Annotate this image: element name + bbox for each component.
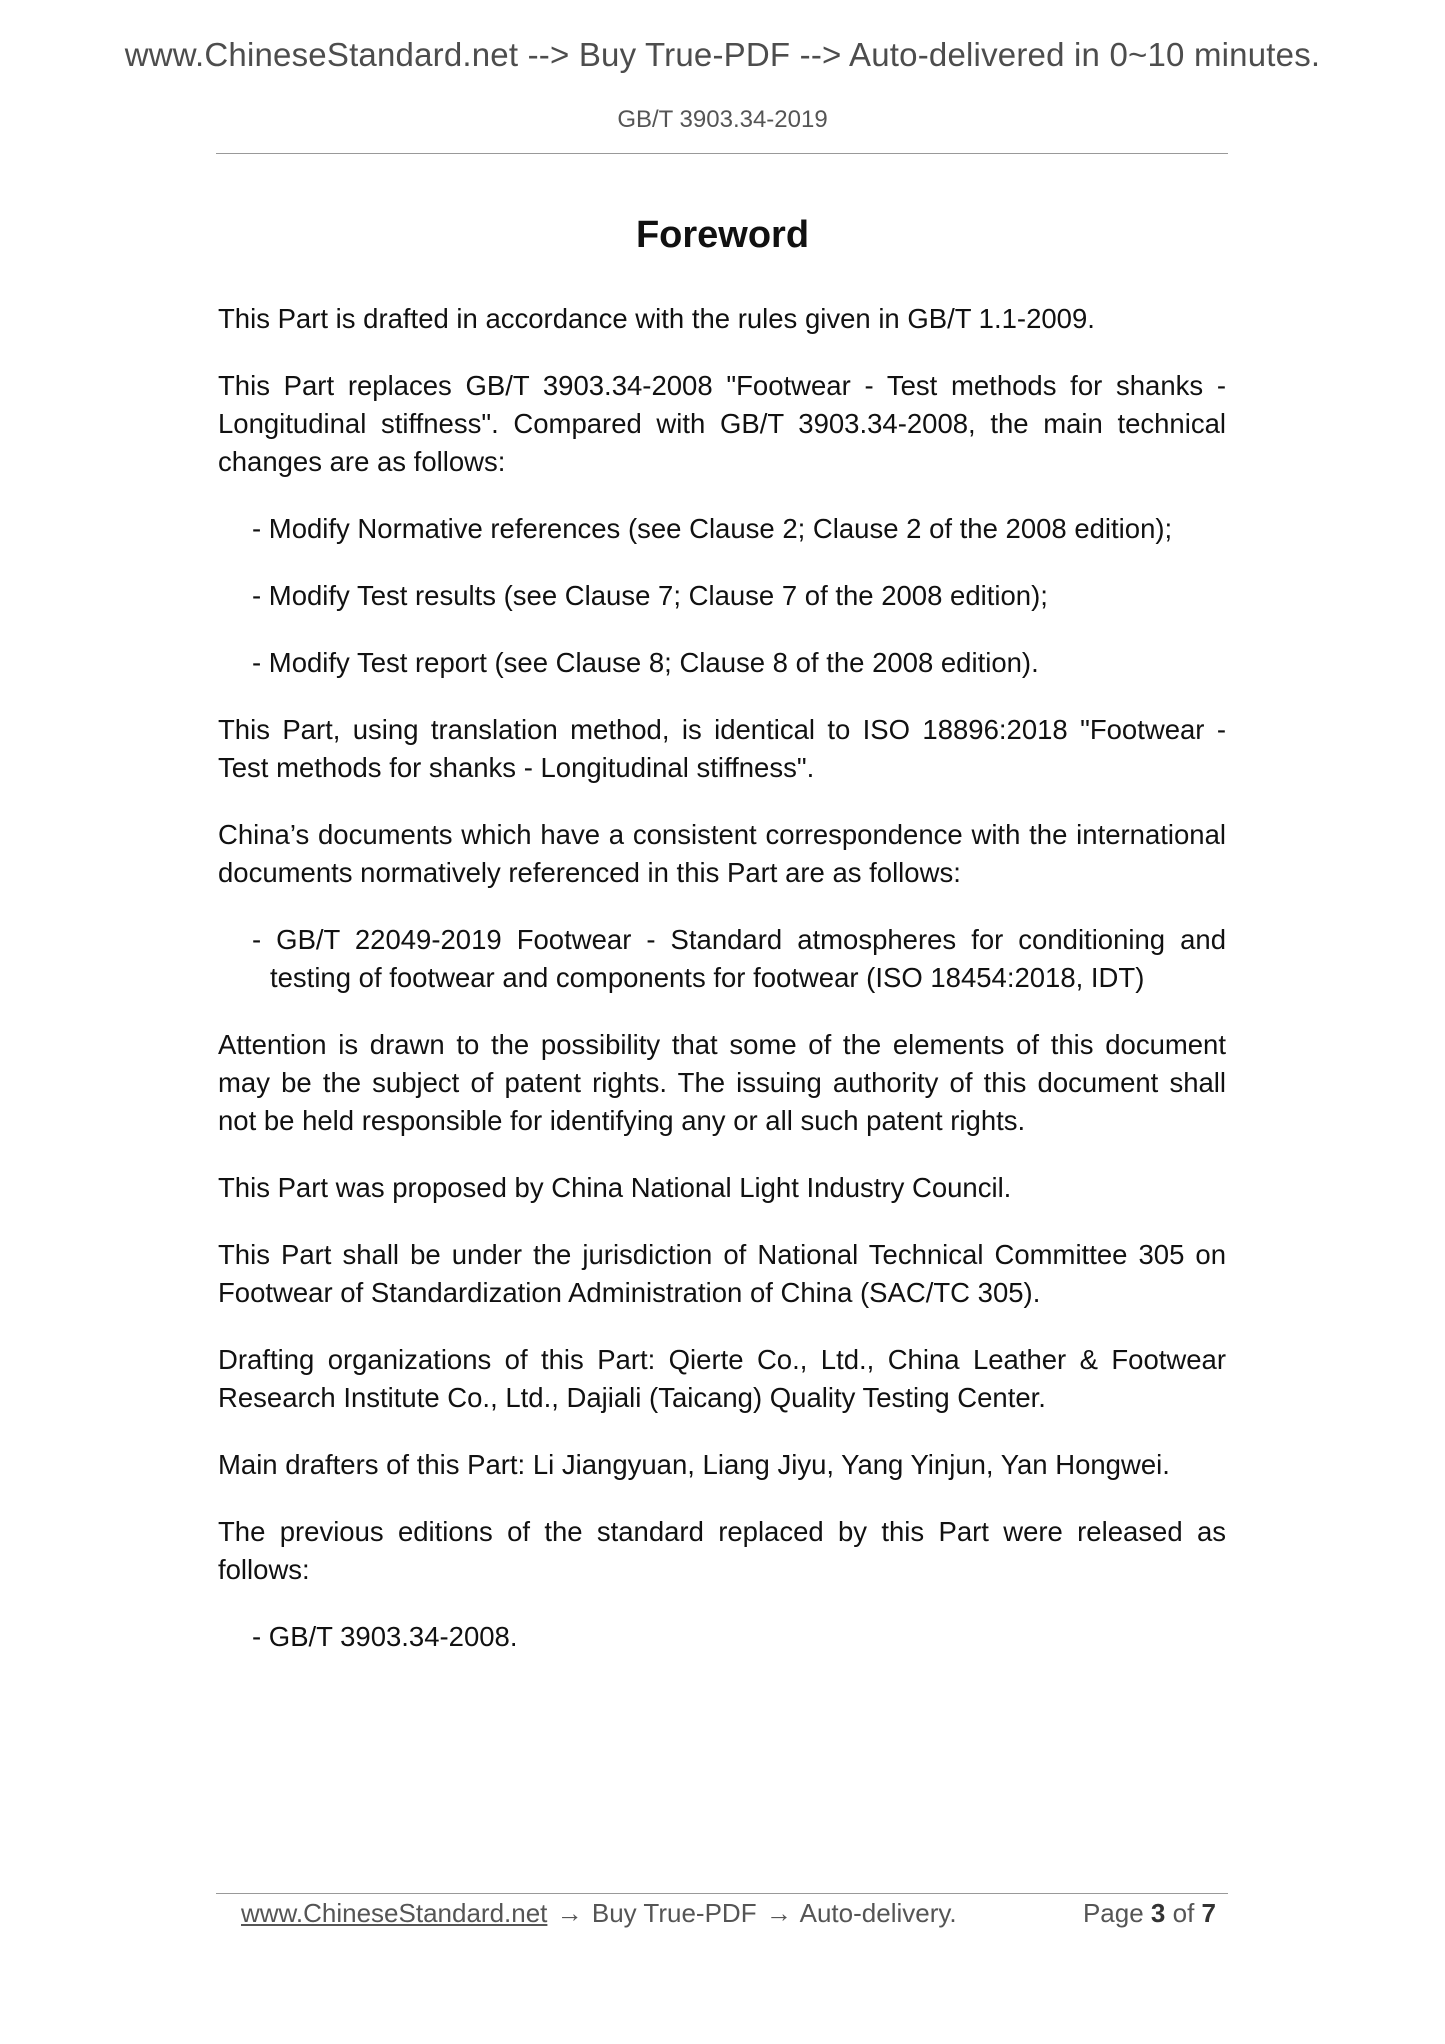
footer-divider (216, 1893, 1228, 1894)
page-number (1083, 1898, 1216, 1929)
list-item-previous-edition: - GB/T 3903.34-2008. (252, 1621, 518, 1652)
paragraph-identical-iso: This Part, using translation method, is identical to ISO 18896:2018 "Footwear - Test methods for shanks - Longitudinal stiffness". (218, 714, 1226, 783)
paragraph-previous-editions: The previous editions of the standard replaced by this Part were released as follows: (218, 1516, 1226, 1585)
standard-code: GB/T 3903.34-2019 (617, 106, 828, 133)
arrow-right-icon: → (765, 1898, 792, 1928)
paragraph-jurisdiction: This Part shall be under the jurisdiction of National Technical Committee 305 on Footwear of Standardization Administration of China (SAC/TC 305). (218, 1239, 1226, 1308)
footer-promo (241, 1898, 957, 1929)
list-item-change-3: - Modify Test report (see Clause 8; Clause 8 of the 2008 edition). (252, 647, 1039, 678)
arrow-right-icon: → (556, 1898, 583, 1928)
list-item-change-2: - Modify Test results (see Clause 7; Clause 7 of the 2008 edition); (252, 580, 1048, 611)
page-current: 3 (1150, 1898, 1166, 1928)
header-divider (216, 153, 1228, 154)
list-item-reference: - GB/T 22049-2019 Footwear - Standard atmospheres for conditioning and testing of footwear and components for footwear (ISO 18454:2018, IDT) (252, 924, 1226, 993)
paragraph-drafting-rules: This Part is drafted in accordance with the rules given in GB/T 1.1-2009. (218, 303, 1095, 334)
paragraph-replaces: This Part replaces GB/T 3903.34-2008 "Footwear - Test methods for shanks - Longitudinal stiffness". Compared with GB/T 3903.34-2008, the main technical changes are as follows: (218, 370, 1226, 477)
paragraph-patent-notice: Attention is drawn to the possibility that some of the elements of this document may be the subject of patent rights. The issuing authority of this document shall not be held responsible for identifying any or all such patent rights. (218, 1029, 1226, 1136)
list-item-change-1: - Modify Normative references (see Clause 2; Clause 2 of the 2008 edition); (252, 513, 1173, 544)
page-of-label: of (1172, 1898, 1195, 1928)
page-title: Foreword (635, 214, 810, 256)
paragraph-proposed-by: This Part was proposed by China National Light Industry Council. (218, 1172, 1012, 1203)
footer-delivery-text: Auto-delivery. (799, 1898, 957, 1928)
top-banner: www.ChineseStandard.net --> Buy True-PDF --> Auto-delivered in 0~10 minutes. (124, 36, 1321, 73)
footer-buy-text: Buy True-PDF (591, 1898, 757, 1928)
footer-site-link[interactable]: www.ChineseStandard.net (241, 1898, 548, 1928)
document-body (218, 300, 1226, 1685)
paragraph-main-drafters: Main drafters of this Part: Li Jiangyuan, Liang Jiyu, Yang Yinjun, Yan Hongwei. (218, 1449, 1170, 1480)
paragraph-correspondence: China’s documents which have a consistent correspondence with the international documents normatively referenced in this Part are as follows: (218, 819, 1226, 888)
page-footer (241, 1898, 1216, 1938)
page-total: 7 (1201, 1898, 1216, 1928)
page-label: Page (1082, 1898, 1144, 1928)
paragraph-drafting-organizations: Drafting organizations of this Part: Qierte Co., Ltd., China Leather & Footwear Research Institute Co., Ltd., Dajiali (Taicang) Quality Testing Center. (218, 1344, 1226, 1413)
